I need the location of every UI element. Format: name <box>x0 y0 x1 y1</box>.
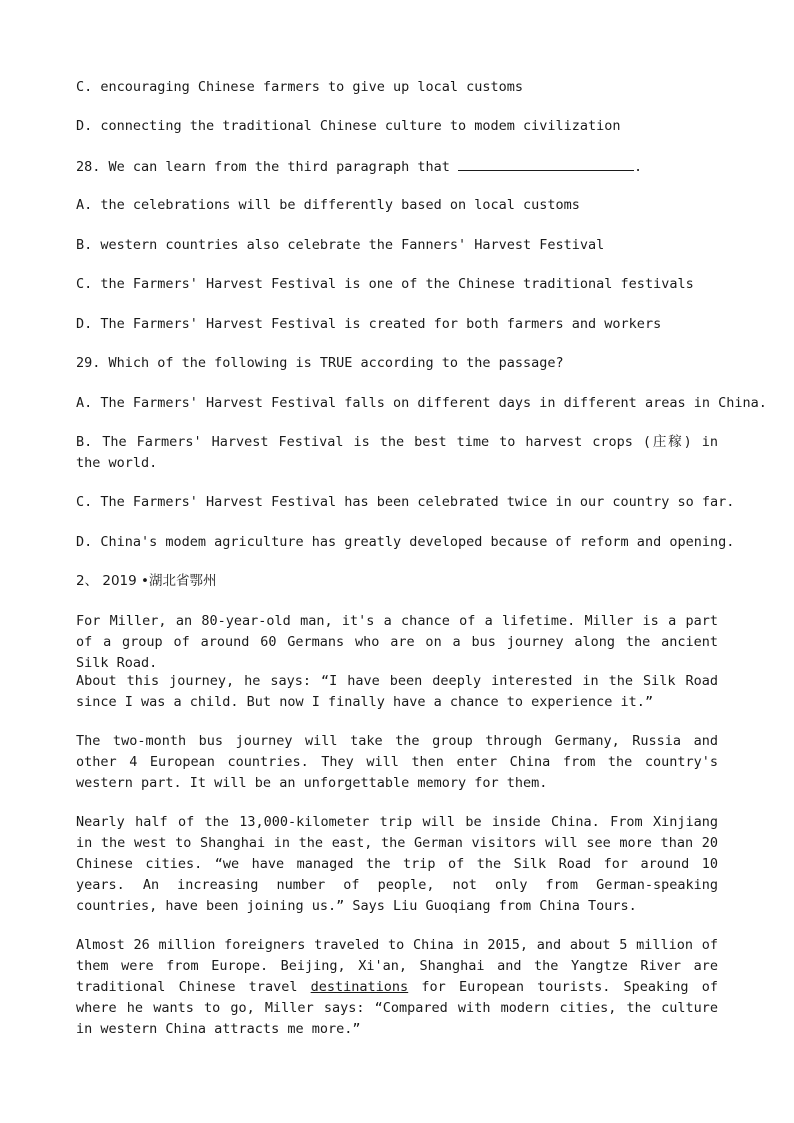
underlined-word: destinations <box>310 979 409 995</box>
p5-text-after: for European tourists. Speaking of where he wants to go, Miller says: “Compared with modern cities, the culture in western China attracts me more.” <box>76 979 718 1037</box>
q28-option-a: A. the celebrations will be differently based on local customs <box>76 197 580 213</box>
q28-stem-end: . <box>634 159 643 175</box>
passage-paragraph-4: Nearly half of the 13,000-kilometer trip will be inside China. From Xinjiang in the west to Shanghai in the east, the German visitors will see more than 20 Chinese cities. “we have managed the trip of the Silk Road for around 10 years. An increasing number of people, not only from German-speaking countries, have been joining us.” Says Liu Guoqiang from China Tours. <box>76 814 718 914</box>
q28-option-d: D. The Farmers' Harvest Festival is created for both farmers and workers <box>76 316 662 332</box>
q28-stem-text: 28. We can learn from the third paragraph that <box>76 159 450 175</box>
passage-paragraph-5 <box>76 935 718 1040</box>
q29-option-d: D. China's modem agriculture has greatly developed because of reform and opening. <box>76 534 735 550</box>
q29-option-c: C. The Farmers' Harvest Festival has been celebrated twice in our country so far. <box>76 494 735 510</box>
p5-text-before: Almost 26 million foreigners traveled to China in 2015, and about 5 million of them were from Europe. Beijing, Xi'an, Shanghai and the Yangtze River are traditional Chinese travel <box>76 937 718 995</box>
q27-option-d: D. connecting the traditional Chinese culture to modem civilization <box>76 118 621 134</box>
q29-option-a: A. The Farmers' Harvest Festival falls on different days in different areas in China. <box>76 395 767 411</box>
answer-blank <box>458 156 634 171</box>
passage-paragraph-3: The two-month bus journey will take the group through Germany, Russia and other 4 European countries. They will then enter China from the country's western part. It will be an unforgettable memory for them. <box>76 733 718 791</box>
q28-stem <box>76 156 718 178</box>
q29-stem: 29. Which of the following is TRUE according to the passage? <box>76 355 564 371</box>
q28-option-b: B. western countries also celebrate the Fanners' Harvest Festival <box>76 237 605 253</box>
q29-option-b: B. The Farmers' Harvest Festival is the best time to harvest crops (庄稼) in the world. <box>76 434 718 471</box>
section-heading: 2、 2019 •湖北省鄂州 <box>76 573 217 589</box>
q27-option-c: C. encouraging Chinese farmers to give up local customs <box>76 79 524 95</box>
passage-paragraph-2: About this journey, he says: “I have been deeply interested in the Silk Road since I was a child. But now I finally have a chance to experience it.” <box>76 673 718 710</box>
passage-paragraph-1: For Miller, an 80-year-old man, it's a chance of a lifetime. Miller is a part of a group of around 60 Germans who are on a bus journey along the ancient Silk Road. <box>76 613 718 671</box>
q28-option-c: C. the Farmers' Harvest Festival is one of the Chinese traditional festivals <box>76 276 694 292</box>
